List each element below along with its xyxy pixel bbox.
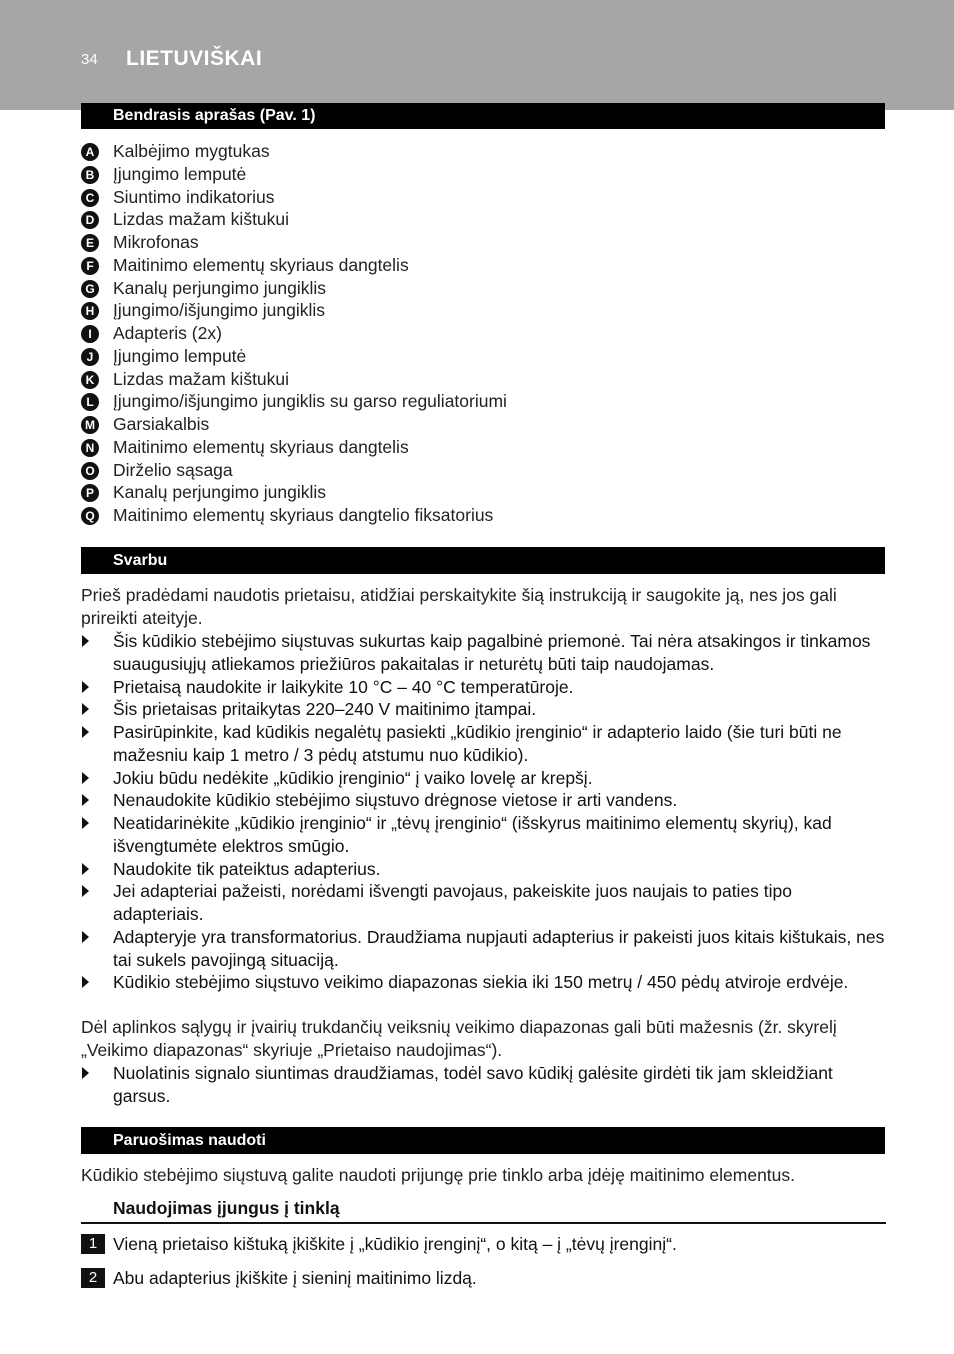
letter-badge-icon: A — [81, 143, 99, 161]
bullet-icon — [82, 794, 89, 806]
letter-badge-icon: I — [81, 325, 99, 343]
part-label: Įjungimo/išjungimo jungiklis su garso reguliatoriumi — [113, 391, 507, 412]
part-label: Lizdas mažam kištukui — [113, 368, 290, 389]
subheading-mains: Naudojimas įjungus į tinklą — [113, 1198, 340, 1218]
part-label: Garsiakalbis — [113, 414, 210, 434]
step-number: 2 — [81, 1268, 105, 1288]
part-label: Kanalų perjungimo jungiklis — [113, 482, 327, 503]
important-bullets-last — [81, 1062, 885, 1108]
part-label: Maitinimo elementų skyriaus dangtelio fiksatorius — [113, 505, 494, 525]
bullet-item — [81, 767, 885, 790]
bullet-item — [81, 880, 885, 926]
part-label: Lizdas mažam kištukui — [113, 209, 290, 230]
language-title: LIETUVIŠKAI — [126, 47, 263, 70]
bullet-icon — [82, 1067, 89, 1079]
bullet-text: Jokiu būdu nedėkite „kūdikio įrenginio“ į vaiko lovelę ar krepšį. — [113, 767, 593, 788]
bullet-text: Adapteryje yra transformatorius. Draudžiama nupjauti adapterius ir pakeisti juos kitais kištukais, nes tai sukels pavojingą situaciją. — [113, 926, 885, 970]
step-text: Abu adapterius įkiškite į sieninį maitinimo lizdą. — [113, 1268, 477, 1288]
bullet-item — [81, 698, 885, 721]
part-label: Maitinimo elementų skyriaus dangtelis — [113, 254, 409, 275]
header-band — [0, 0, 954, 110]
important-bullets — [81, 630, 885, 994]
part-item — [81, 186, 507, 209]
bullet-icon — [82, 863, 89, 875]
bullet-item — [81, 721, 885, 767]
part-item — [81, 208, 507, 231]
part-item — [81, 231, 507, 254]
range-note: Dėl aplinkos sąlygų ir įvairių trukdančių veiksnių veikimo diapazonas gali būti mažesnis (žr. skyrelį „Veikimo diapazonas“ skyriuje „Prietaiso naudojimas“). — [81, 1017, 837, 1060]
bullet-icon — [82, 885, 89, 897]
letter-badge-icon: B — [81, 166, 99, 184]
letter-badge-icon: P — [81, 484, 99, 502]
letter-badge-icon: L — [81, 393, 99, 411]
bullet-item — [81, 812, 885, 858]
bullet-item — [81, 630, 885, 676]
bullet-text: Kūdikio stebėjimo siųstuvo veikimo diapazonas siekia iki 150 metrų / 450 pėdų atviroje erdvėje. — [113, 972, 849, 993]
step-1 — [81, 1234, 885, 1254]
letter-badge-icon: Q — [81, 507, 99, 525]
part-label: Įjungimo lemputė — [113, 345, 247, 366]
section-general-description: Bendrasis aprašas (Pav. 1) — [81, 103, 885, 129]
part-item — [81, 413, 507, 436]
bullet-text: Neatidarinėkite „kūdikio įrenginio“ ir „tėvų įrenginio“ (išskyrus maitinimo elementų skyrių), kad išvengtumėte elektros smūgio. — [113, 813, 832, 856]
letter-badge-icon: C — [81, 189, 99, 207]
part-item — [81, 504, 507, 527]
section-important: Svarbu — [81, 547, 885, 574]
bullet-icon — [82, 726, 89, 738]
bullet-item — [81, 858, 885, 881]
bullet-icon — [82, 772, 89, 784]
part-label: Įjungimo/išjungimo jungiklis — [113, 300, 326, 321]
section-preparing: Paruošimas naudoti — [81, 1127, 885, 1154]
letter-badge-icon: D — [81, 211, 99, 229]
bullet-text: Nenaudokite kūdikio stebėjimo siųstuvo drėgnose vietose ir arti vandens. — [113, 790, 678, 811]
bullet-icon — [82, 931, 89, 943]
bullet-item — [81, 676, 885, 699]
bullet-text: Naudokite tik pateiktus adapterius. — [113, 858, 381, 879]
part-item — [81, 254, 507, 277]
part-item — [81, 163, 507, 186]
part-label: Maitinimo elementų skyriaus dangtelis — [113, 436, 409, 457]
letter-badge-icon: O — [81, 462, 99, 480]
bullet-text: Jei adapteriai pažeisti, norėdami išvengti pavojaus, pakeiskite juos naujais to paties tipo adapteriais. — [113, 881, 793, 924]
part-label: Kanalų perjungimo jungiklis — [113, 277, 327, 298]
part-label: Adapteris (2x) — [113, 323, 222, 343]
letter-badge-icon: J — [81, 348, 99, 366]
step-2 — [81, 1268, 885, 1288]
part-label: Dirželio sąsaga — [113, 459, 233, 480]
bullet-icon — [82, 681, 89, 693]
bullet-icon — [82, 976, 89, 988]
part-item — [81, 459, 507, 482]
bullet-text: Pasirūpinkite, kad kūdikis negalėtų pasiekti „kūdikio įrenginio“ ir adapterio laido (šie turi būti ne mažesniu kaip 1 metro / 3 pėdų atstumu nuo kūdikio). — [113, 722, 842, 765]
letter-badge-icon: G — [81, 280, 99, 298]
parts-list — [81, 140, 507, 527]
part-item — [81, 481, 507, 504]
step-text: Vieną prietaiso kištuką įkiškite į „kūdikio įrenginį“, o kitą – į „tėvų įrenginį“. — [113, 1234, 677, 1254]
part-item — [81, 299, 507, 322]
subheading-rule — [81, 1222, 886, 1224]
letter-badge-icon: N — [81, 439, 99, 457]
page-number: 34 — [81, 51, 98, 68]
letter-badge-icon: F — [81, 257, 99, 275]
part-label: Kalbėjimo mygtukas — [113, 141, 270, 161]
bullet-icon — [82, 703, 89, 715]
step-number: 1 — [81, 1234, 105, 1254]
bullet-item — [81, 789, 885, 812]
letter-badge-icon: E — [81, 234, 99, 252]
bullet-text: Nuolatinis signalo siuntimas draudžiamas, todėl savo kūdikį galėsite girdėti tik jam skleidžiant garsus. — [113, 1063, 833, 1106]
letter-badge-icon: K — [81, 371, 99, 389]
letter-badge-icon: M — [81, 416, 99, 434]
letter-badge-icon: H — [81, 302, 99, 320]
part-label: Siuntimo indikatorius — [113, 186, 275, 207]
bullet-icon — [82, 817, 89, 829]
part-item — [81, 436, 507, 459]
bullet-text: Šis kūdikio stebėjimo siųstuvas sukurtas kaip pagalbinė priemonė. Tai nėra atsakingos ir tinkamos suaugusiųjų atliekamos priežiūros pakaitalas ir neturėtų būti taip naudojamas. — [113, 631, 871, 674]
bullet-item — [81, 926, 885, 972]
important-intro: Prieš pradėdami naudotis prietaisu, atidžiai perskaitykite šią instrukciją ir saugokite ją, nes jos gali prireikti ateityje. — [81, 585, 837, 628]
part-item — [81, 277, 507, 300]
part-item — [81, 390, 507, 413]
preparing-intro: Kūdikio stebėjimo siųstuvą galite naudoti prijungę prie tinklo arba įdėję maitinimo elementus. — [81, 1165, 796, 1185]
part-item — [81, 322, 507, 345]
part-item — [81, 345, 507, 368]
bullet-icon — [82, 635, 89, 647]
part-item — [81, 140, 507, 163]
part-label: Įjungimo lemputė — [113, 163, 247, 184]
part-label: Mikrofonas — [113, 232, 199, 252]
bullet-item — [81, 971, 885, 994]
bullet-item — [81, 1062, 885, 1108]
part-item — [81, 368, 507, 391]
bullet-text: Šis prietaisas pritaikytas 220–240 V maitinimo įtampai. — [113, 699, 537, 720]
bullet-text: Prietaisą naudokite ir laikykite 10 °C – 40 °C temperatūroje. — [113, 676, 574, 697]
